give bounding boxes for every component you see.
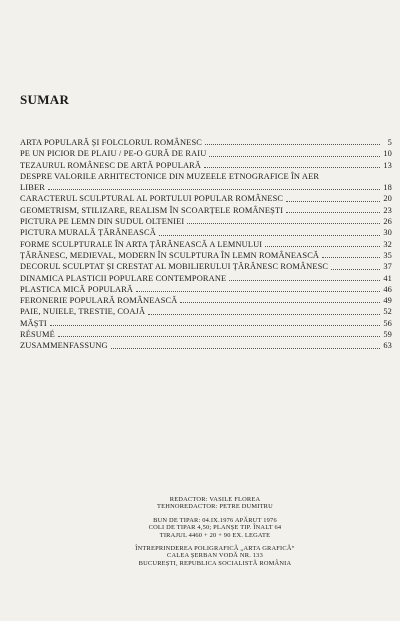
dot-leader — [48, 189, 380, 190]
toc-entry — [20, 250, 392, 261]
colophon-address: CALEA ȘERBAN VODĂ NR. 133 — [167, 552, 263, 560]
toc-entry-title: CARACTERUL SCULPTURAL AL PORTULUI POPULAR ROMÂNESC — [20, 194, 284, 204]
toc-entry-continuation — [20, 182, 392, 193]
toc-entry — [20, 239, 392, 250]
toc-entry — [20, 216, 392, 227]
dot-leader — [209, 156, 380, 157]
toc-entry-page: 26 — [383, 217, 392, 227]
toc-entry — [20, 318, 392, 329]
dot-leader — [286, 212, 380, 213]
toc-entry — [20, 295, 392, 306]
toc-entry-title: DINAMICA PLASTICII POPULARE CONTEMPORANE — [20, 273, 227, 283]
toc-entry — [20, 160, 392, 171]
page-title: SUMAR — [20, 92, 70, 107]
toc-entry — [20, 137, 392, 148]
toc-entry — [20, 340, 392, 351]
dot-leader — [229, 280, 380, 281]
toc-entry — [20, 306, 392, 317]
toc-entry — [20, 193, 392, 204]
colophon-tech-editor: TEHNOREDACTOR: PETRE DUMITRU — [157, 503, 273, 511]
toc-entry — [20, 261, 392, 272]
toc-entry-title: FORME SCULPTURALE ÎN ARTA ȚĂRĂNEASCĂ A LEMNULUI — [20, 239, 263, 249]
toc-entry-title: GEOMETRISM, STILIZARE, REALISM ÎN SCOARȚELE ROMÂNEȘTI — [20, 205, 284, 215]
toc-entry-page: 52 — [383, 307, 392, 317]
toc-entry — [20, 284, 392, 295]
dot-leader — [148, 314, 380, 315]
toc-entry-page: 32 — [383, 239, 392, 249]
dot-leader — [187, 223, 380, 224]
colophon-editor: REDACTOR: VASILE FLOREA — [169, 496, 261, 503]
toc-entry-title: PE UN PICIOR DE PLAIU / PE-O GURĂ DE RAIU — [20, 149, 207, 159]
toc-entry — [20, 148, 392, 159]
toc-entry-page: 37 — [383, 262, 392, 272]
toc-entry-page: 63 — [383, 341, 392, 351]
toc-entry-page: 49 — [383, 296, 392, 306]
colophon-city: BUCUREȘTI, REPUBLICA SOCIALISTĂ ROMÂNIA — [138, 559, 292, 567]
toc-entry-title: PAIE, NUIELE, TRESTIE, COAJĂ — [20, 307, 146, 317]
dot-leader — [322, 257, 380, 258]
toc-entry-title: MĂȘTI — [20, 318, 47, 328]
toc-entry-page: 5 — [387, 138, 392, 147]
colophon-printer: ÎNTREPRINDEREA POLIGRAFICĂ „ARTA GRAFICĂ“ — [135, 545, 295, 553]
dot-leader — [50, 325, 380, 326]
toc-entry-title: ȚĂRĂNESC, MEDIEVAL, MODERN ÎN SCULPTURA ÎN LEMN ROMÂNEASCĂ — [20, 250, 320, 260]
toc-entry-page: 30 — [383, 228, 392, 238]
toc-entry-title: ARTA POPULARĂ ȘI FOLCLORUL ROMÂNESC — [20, 138, 202, 147]
toc-entry-page: 20 — [383, 194, 392, 204]
colophon — [100, 496, 330, 567]
toc-entry-page: 10 — [383, 149, 392, 159]
toc-entry-page: 18 — [383, 183, 392, 193]
toc-entry-title: DESPRE VALORILE ARHITECTONICE DIN MUZEELE ETNOGRAFICE ÎN AER — [20, 171, 320, 181]
toc-entry-title: RÉSUMÉ — [20, 330, 55, 340]
dot-leader — [331, 269, 380, 270]
toc-entry-title: ZUSAMMENFASSUNG — [20, 341, 108, 351]
dot-leader — [58, 336, 380, 337]
toc-entry-page: 13 — [383, 160, 392, 170]
dot-leader — [204, 167, 380, 168]
dot-leader — [111, 348, 380, 349]
toc-entry-page: 35 — [383, 250, 392, 260]
toc-entry-title: PICTURA PE LEMN DIN SUDUL OLTENIEI — [20, 217, 185, 227]
toc-entry — [20, 205, 392, 216]
colophon-run: TIRAJUL 4460 + 20 + 90 EX. LEGATE — [159, 531, 271, 539]
table-of-contents — [20, 137, 392, 352]
dot-leader — [205, 144, 380, 145]
dot-leader — [180, 302, 380, 303]
toc-entry — [20, 329, 392, 340]
toc-entry-page: 41 — [383, 273, 392, 283]
toc-entry-page: 56 — [383, 318, 392, 328]
toc-entry-title: FERONERIE POPULARĂ ROMÂNEASCĂ — [20, 296, 178, 306]
toc-entry-title: TEZAURUL ROMÂNESC DE ARTĂ POPULARĂ — [20, 160, 202, 170]
toc-entry-title: PLASTICA MICĂ POPULARĂ — [20, 284, 134, 294]
dot-leader — [136, 291, 380, 292]
toc-entry — [20, 227, 392, 238]
toc-entry-title: PICTURA MURALĂ ȚĂRĂNEASCĂ — [20, 228, 156, 238]
dot-leader — [265, 246, 380, 247]
toc-entry — [20, 171, 392, 194]
toc-entry-page: 23 — [383, 205, 392, 215]
toc-entry-title-continued: LIBER — [20, 183, 45, 193]
toc-entry-page: 59 — [383, 330, 392, 340]
toc-entry-page: 46 — [383, 284, 392, 294]
colophon-print-date: BUN DE TIPAR: 04.IX.1976 APĂRUT 1976 — [153, 516, 277, 524]
colophon-sheets: COLI DE TIPAR 4,50; PLANȘE TIP. ÎNALT 64 — [148, 524, 282, 532]
toc-entry-title: DECORUL SCULPTAT ȘI CRESTAT AL MOBILIERULUI ȚĂRĂNESC ROMÂNESC — [20, 262, 329, 272]
toc-entry — [20, 273, 392, 284]
dot-leader — [159, 235, 380, 236]
dot-leader — [286, 201, 380, 202]
